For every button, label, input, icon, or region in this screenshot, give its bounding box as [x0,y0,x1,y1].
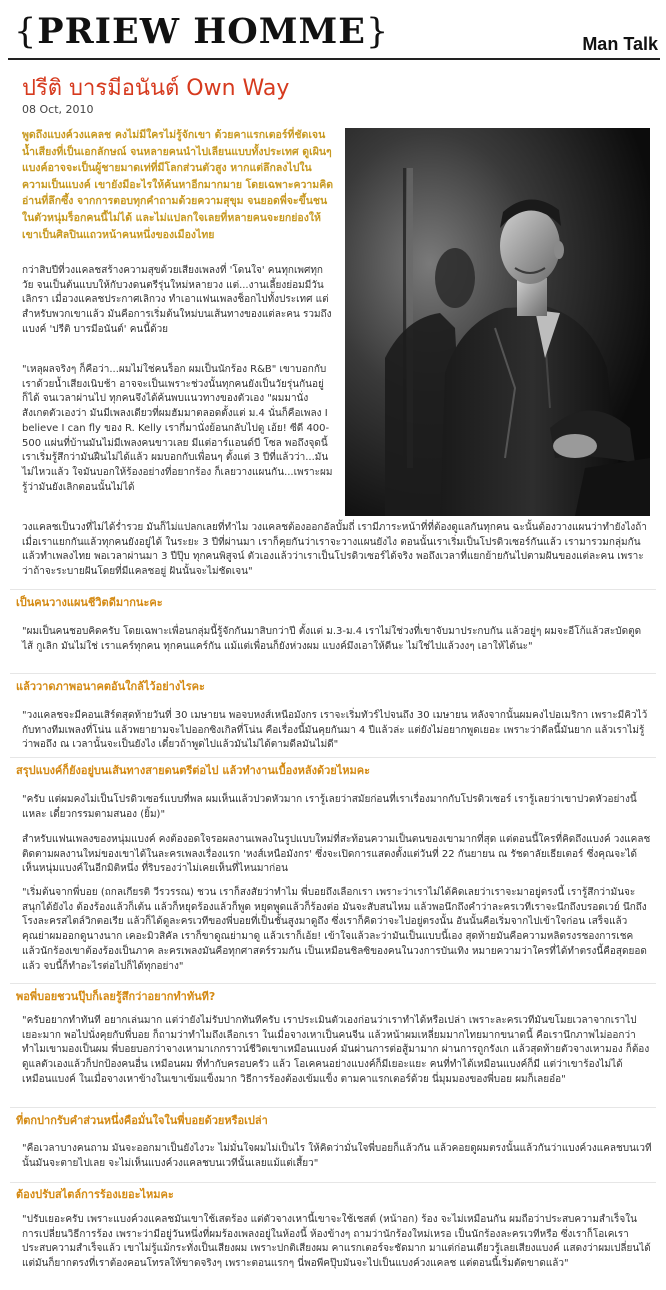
question-1: เป็นคนวางแผนชีวิตดีมากนะคะ [16,596,163,609]
section-divider [10,1182,656,1183]
question-3: สรุปแบงค์ก็ยังอยู่บนเส้นทางสายดนตรีต่อไป แล้วทำงานเบื้องหลังด้วยไหมคะ [16,764,371,777]
question-5: ที่ตกปากรับคำส่วนหนึ่งคือมั่นใจในพี่บอยด้วยหรือเปล่า [16,1114,268,1127]
logo-brace-close: } [365,12,390,52]
magazine-logo[interactable] [14,10,389,54]
section-divider [10,589,656,590]
header-rule [8,58,660,60]
logo-brace-open: { [14,12,38,52]
answer-1: "ผมเป็นคนชอบคิดครับ โดยเฉพาะเพื่อนกลุ่มนี้รู้จักกันมาสิบกว่าปี ตั้งแต่ ม.3-ม.4 เราไม่ใช่วงที่เขาจับมาประกบกัน แล้วอยู่ๆ ผมจะอีโก้แล้วสะบัดตูดไส้ กูเลิก มันไม่ใช่ เราแคร์ทุกคน ทุกคนแคร์กัน แม้แต่เพื่อนก็ยังห่วงผม แบงค์มึงเอาให้ดีนะ ไม่ใช่ไปแล้วงงๆ เอาให้ได้นะ" [22,626,642,652]
logo-text: PRIEW HOMME [37,11,366,52]
question-2: แล้ววาดภาพอนาคตอันใกล้ไว้อย่างไรคะ [16,680,205,693]
article-title: ปรีติ บารมีอนันต์ Own Way [22,76,290,101]
answer-3-note: สำหรับแฟนเพลงของหนุ่มแบงค์ คงต้องอดใจรอผลงานเพลงในรูปแบบใหม่ที่สะท้อนความเป็นตนของเขามากที่สุด แต่ตอนนี้ใครที่คิดถึงแบงค์ วงแคลช ติดตามผลงานใหม่ของเขาได้ในละครเพลงเรื่องแรก 'หงส์เหนือมังกร' ซึ่งจะเปิดการแสดงตั้งแต่วันที่ 22 กันยายน ณ รัชดาลัยเธียเตอร์ ซึ่งคุณจะได้เห็นหนุ่มแบงค์ในอีกมิติหนึ่ง ที่ริบรองว่าไม่เคยเห็นที่ไหนมาก่อน [22,834,651,875]
answer-3: "ครับ แต่ผมคงไม่เป็นโปรดิวเซอร์แบบที่พล ผมเห็นแล้วปวดหัวมาก เรารู้เลยว่าสมัยก่อนที่เราเรื่องมากกับโปรดิวเซอร์ เรารู้เลยว่าเขาปวดหัวอย่างนี้แหละ เดี๋ยวกรรมตามสนอง (ยิ้ม)" [22,794,637,820]
section-divider [10,1107,656,1108]
section-divider [10,673,656,674]
section-label[interactable]: Man Talk [582,34,658,54]
article-lead: พูดถึงแบงค์วงแคลช คงไม่มีใครไม่รู้จักเขา ด้วยคาแรกเตอร์ที่ชัดเจน น้ำเสียงที่เป็นเอกลักษณ์ จนหลายคนนำไปเลียนแบบทั้งประเทศ ดูเผินๆ แบงค์อาจจะเป็นผู้ชายมาดเท่ที่มีโลกส่วนตัวสูง หากแต่ลึกลงไปในความเป็นแบงค์ เขายังมีอะไรให้ค้นหาอีกมากมาย โดยเฉพาะความคิดอ่านที่ลึกซึ้ง จากการตอบทุกคำถามด้วยความสุขุม จนยอดพี่จะขึ้นชนในตัวหนุ่มร็อกคนนี้ไม่ได้ และไม่แปลกใจเลยที่หลายคนจะยกย่องให้เขาเป็นศิลปินแถวหน้าคนหนึ่งของเมืองไทย [22,129,334,241]
article-paragraph-2: "เหลุผลจริงๆ ก็คือว่า...ผมไม่ใช่คนร็อก ผมเป็นนักร้อง R&B" เขาบอกกับเราด้วยน้ำเสียงเนิบช้า อาจจะเป็นเพราะช่วงนั้นทุกคนยังเป็นวัยรุ่นกันอยู่ก็ได้ จนเวลาผ่านไป ทุกคนจึงได้ค้นพบแนวทางของตัวเอง "ผมมานั่งสังเกตตัวเองว่า มันมีเพลงเดียวที่ผมฮัมมาตลอดตั้งแต่ ม.4 นั่นก็คือเพลง I believe I can fly ของ R. Kelly เรากี่มานั่งย้อนกลับไปดู เอ้ย! ซีดี 400-500 แผ่นที่บ้านมันไม่มีเพลงคนขาวเลย มีแต่อาร์แอนด์บี โซล พอถึงจุดนี้เราเริ่มรู้สึกว่ามันฝืนไม่ได้แล้ว ผมบอกกับเพื่อนๆ ตั้งแต่ 3 ปีที่แล้วว่า...มันไม่ไหวแล้ว ใจมันบอกให้ร้องอย่างที่อยากร้อง ก็เลยวางแผนกัน...เพราะผมรู้ว่ามันยังเลิกตอนนั้นไม่ได้ [22,364,333,493]
section-divider [10,983,656,984]
article-paragraph-3: วงแคลชเป็นวงที่ไม่ได้ร่ำรวย มันก็ไม่แปลกเลยที่ทำไม วงแคลชต้องออกอัลบั้มถี่ เรามีภาระหน้าที่ที่ต้องดูแลกันทุกคน ฉะนั้นต้องวางแผนว่าทำยังไงถ้าเมื่อเราแยกกันแล้วทุกคนยังอยู่ได้ ในระยะ 3 ปีที่ผ่านมา เราก็คุยกันว่าเราจะวางแผนยังไง ตอนนั้นเราเริ่มเป็นโปรดิวเซอร์กันแล้ว เรามารวมกลุ่มกันแล้วทำเพลงไทย พอเวลาผ่านมา 3 ปีปุ๊บ ทุกคนพิสูจน์ ตัวเองแล้วว่าเราเป็นโปรดิวเซอร์ได้จริง พอถึงเวลาที่แยกย้ายกันไปตามฝันของแต่ละคน เพราะว่าถ้าจะระบายฝันโดยที่มีแคลชอยู่ ฝันนั้นจะไม่ชัดเจน" [22,522,647,578]
answer-4: "ครับอยากทำทันที อยากเล่นมาก แต่ว่ายังไม่รับปากทันทีครับ เราประเมินตัวเองก่อนว่าเราทำได้หรือเปล่า เพราะละครเวทีมันขโมยเวลาจากเราไปเยอะมาก พอไปนั่งคุยกับพี่บอย ก็ถามว่าทำไมถึงเลือกเรา ในเมื่อจางเหาเป็นคนจีน แล้วหน้าผมเหลี่ยมมากไทยมากขนาดนี้ คือเรานึกภาพไม่ออกว่าทำไมเขามองเป็นผม พี่บอยบอกว่าจางเหามาเกกราวน์ชีวิตเขาเหมือนแบงค์ มันผ่านการต่อสู้มามาก ผ่านการถูกรังเก แล้วสุดท้ายตัวจางเหามอง ก็ต้องดูแลตัวเองแล้วก็ปกป้องคนอื่น เหมือนผม ที่ทำกับครอบครัว แล้ว โอเคคนอย่างแบงค์ก็มีเยอะแยะ คนที่ทำได้เหมือนแบงค์ก็มี แต่ว่าเขาร้องไม่ได้เหมือนแบงค์ ในเมื่อจางเหาข้างในเขาเข้มแข็งมาก วิธีการร้องต้องเข้มแข็ง ตามคาแรกเตอร์ด้วย นี่มุมมองของพี่บอย ผมก็เลยอ๋อ" [22,1015,650,1085]
question-4: พอพี่บอยชวนปุ๊บก็เลยรู้สึกว่าอยากทำทันที? [16,990,216,1003]
answer-3-quote: "เริ่มต้นจากพี่บอย (ถกลเกียรติ วีรวรรณ) ชวน เราก็สงสัยว่าทำไม พี่บอยถึงเลือกเรา เพราะว่าเราไม่ได้คิดเลยว่าเราจะมาอยู่ตรงนี้ เรารู้สึกว่ามันจะสนุกได้ยังไง ต้องร้องแล้วก็เต้น แล้วก็หยุดร้องแล้วก็พูด หยุดพูดแล้วก็ร้องต่อ มันจะสับสนไหม แล้วพอนึกถึงคำว่าละครเวทีเราจะนึกถึงบรอดเวย์ นึกถึงโรงละครสไตล์วิกตอเรีย แล้วก็ได้ดูละครเวทีของพี่บอยที่เป็นชั้นสูงมาดูถึง ซึ่งเราก็คิดว่าจะไปอยู่ตรงนั้น อันนั้นคือเริ่มจากไปเข้าใจก่อน เสร็จแล้วคุณย่าผมออกดูนางนาก เคอะมิวสิคัล เราก็ขาดูณย่ามาดู แล้วเราก็เอ้ย! เข้าใจแล้วละว่ามันเป็นแบบนี้เอง สุดท้ายมันคือความหลิดรงรชองการเชค แล้วนักร้องเขาต้องร้องเป็นภาค ละครเพลงมันคือทุกศาสตร์รวมกัน เป็นเหมือนชิลซิของคนในวงการบันเทิง หมายความว่าใครที่ได้ทำตรงนี้คือสุดยอดแล้ว จบนี้ก็ทำอะไรต่อไปก็ได้ทุกอย่าง" [22,887,647,972]
answer-2: "วงแคลชจะมีคอนเสิร์ตสุดท้ายวันที่ 30 เมษายน พอจบหงส์เหนือมังกร เราจะเริ่มทัวร์ไปจนถึง 30 เมษายน หลังจากนั้นผมคงไปอเมริกา เพราะมีคิวไว้กับทางทีมเพลงที่โน่น แล้วพยายามจะไปออกซิงเกิลที่โน่น คือเรื่องนี้มันคุยกันมา 4 ปีแล้วล่ะ แต่ยังไม่อยากพูดเยอะ เพราะว่าดีลนี้มันยาก แล้วเราไม่รู้ว่าพอถึง ณ เวลานั้นจะเป็นยังไง เดี๋ยวถ้าพูดไปแล้วมันไม่ได้ตามดีลมันไม่ดี" [22,710,648,751]
article-date: 08 Oct, 2010 [22,103,94,116]
question-6: ต้องปรับสไตล์การร้องเยอะไหมคะ [16,1188,174,1201]
section-divider [10,757,656,758]
answer-6: "ปรับเยอะครับ เพราะแบงค์วงแคลชมันเขาใช้เสตร้อง แต่ตัวจางเหานี้เขาจะใช้เชสต์ (หน้าอก) ร้อง จะไม่เหมือนกัน ผมถือว่าประสบความสำเร็จในการเปลี่ยนวิธีการร้อง เพราะว่ามีอยู่วันหนึ่งที่ผมร้องเพลงอยู่ในห้องนี้ ห้องข้างๆ ถามว่านักร้องใหม่เหรอ เป็นนักร้องละครเวทีหรือ ซึ่งเราก็โอเคเราประสบความสำเร็จแล้ว เขาไม่รู้แม้กระทั่งเป็นเสียงผม เพราะปกติเสียงผม คาแรกเตอร์จะชัดมาก มาแต่ก่อนเดียวรู้เลยเสียงแบงค์ แสดงว่าผมเปลี่ยนได้ แต่มันก็ยากตรงที่เราต้องคอนโทรลให้ขาดจริงๆ เพราะตอนแรกๆ นี่พอพีคปุ๊บมันจะไปเป็นแบงค์วงแคลช แต่ตอนนี้เริ่มตัดขาดแล้ว" [22,1214,651,1270]
article-paragraph-1: กว่าสิบปีที่วงแคลชสร้างความสุขด้วยเสียงเพลงที่ 'โดนใจ' คนทุกเพศทุกวัย จนเป็นต้นแบบให้กับวงดนตรีรุ่นใหม่หลายวง แต่...งานเลี้ยงย่อมมีวันเลิกรา เมื่อวงแคลชประกาศเลิกวง ทำเอาแฟนเพลงช็อกไปทั้งประเทศ แต่สำหรับพวกเขาแล้ว มันคือการเริ่มต้นใหม่บนเส้นทางของแต่ละคน รวมถึงแบงค์ 'ปรีติ บารมีอนันต์' คนนี้ด้วย [22,265,332,335]
portrait-photo [345,128,650,516]
answer-5: "คือเวลาบางคนถาม มันจะออกมาเป็นยังไงวะ ไม่มั่นใจผมไม่เป็นไร ให้คิดว่ามั่นใจพี่บอยก็แล้วกัน แล้วคอยดูผมตรงนั้นแล้วกันว่าแบงค์วงแคลชบนเวทีนั้นมันจะตายไปเลย จะไม่เห็นแบงค์วงแคลชบนเวทีนั้นเลยแม้แต่เสี้ยว" [22,1143,652,1169]
